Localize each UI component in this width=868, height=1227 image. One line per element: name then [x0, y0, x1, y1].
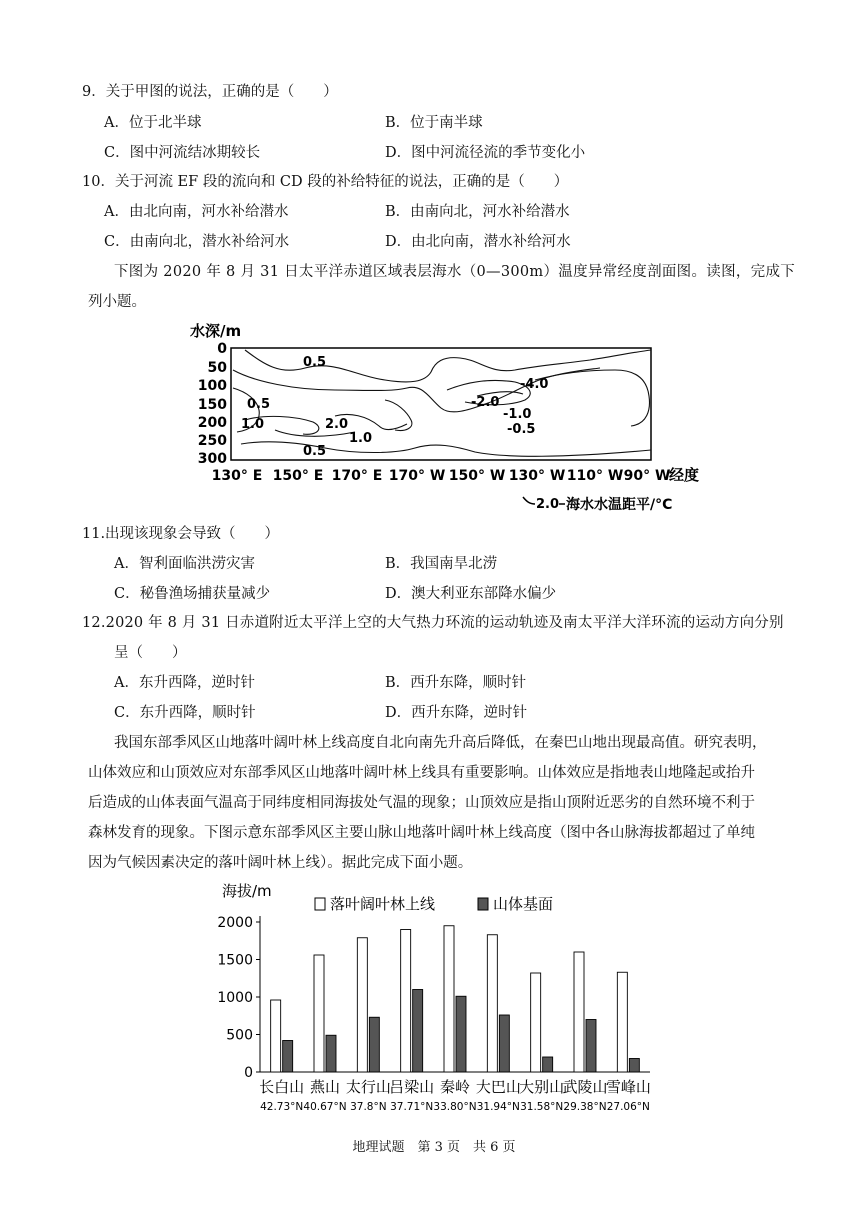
bar-upper-line: [444, 926, 454, 1072]
q11-option-c: C．秘鲁渔场捕获量减少: [114, 586, 271, 602]
bar-base: [543, 1057, 553, 1072]
bar-upper-line: [487, 935, 497, 1072]
latitude-label: 31.94°N: [476, 1101, 520, 1113]
latitude-label: 27.06°N: [606, 1101, 650, 1113]
q11-option-b: B．我国南旱北涝: [385, 556, 498, 572]
legend-label-upper: 落叶阔叶林上线: [330, 895, 436, 913]
latitude-label: 42.73°N: [260, 1101, 304, 1113]
intro2-line: 山体效应和山顶效应对东部季风区山地落叶阔叶林上线具有重要影响。山体效应是指地表山地隆起或抬升: [88, 765, 755, 781]
latitude-label: 33.80°N: [433, 1101, 477, 1113]
figure1-x-tick: 110° W: [566, 468, 624, 484]
page-footer: 地理试题 第 3 页 共 6 页: [352, 1140, 516, 1155]
bar-upper-line: [401, 930, 411, 1073]
legend-swatch-upper: [315, 898, 325, 910]
category-label: 大巴山: [475, 1078, 521, 1096]
chart-y-tick-label: 1000: [217, 990, 253, 1006]
figure1-y-title: 水深/m: [190, 322, 242, 340]
figure1-y-tick: 0: [217, 341, 227, 357]
q12-stem-line1: 12.2020 年 8 月 31 日赤道附近太平洋上空的大气热力环流的运动轨迹及南太平洋大洋环流的运动方向分别: [82, 615, 784, 631]
q11-option-d: D．澳大利亚东部降水偏少: [385, 586, 557, 602]
figure1-x-tick: 170° W: [388, 468, 446, 484]
q12-option-b: B．西升东降，顺时针: [385, 675, 527, 691]
figure1-x-tick: 170° E: [331, 468, 383, 484]
contour-label: 2.0: [325, 417, 349, 432]
intro1-line2: 列小题。: [88, 294, 146, 310]
category-label: 吕梁山: [389, 1078, 435, 1096]
bar-upper-line: [531, 973, 541, 1072]
contour-label: 0.5: [303, 444, 327, 459]
latitude-label: 40.67°N: [303, 1101, 347, 1113]
figure1-y-tick: 150: [197, 397, 227, 413]
q10-option-b: B．由南向北，河水补给潜水: [385, 204, 570, 220]
contour-label: -1.0: [503, 407, 532, 422]
legend-line-icon: [523, 497, 535, 504]
latitude-label: 29.38°N: [563, 1101, 607, 1113]
contour-label: 0.5: [247, 397, 271, 412]
contour-label: -2.0: [471, 395, 500, 410]
figure1-x-tick: 150° E: [272, 468, 324, 484]
bar-base: [586, 1020, 596, 1073]
contour-label: -0.5: [507, 422, 536, 437]
bar-upper-line: [314, 955, 324, 1072]
q9-option-b: B．位于南半球: [385, 115, 483, 131]
chart-y-tick-label: 1500: [217, 952, 253, 969]
intro2-line: 我国东部季风区山地落叶阔叶林上线高度自北向南先升高后降低，在秦巴山地出现最高值。研究表明，: [114, 735, 767, 751]
q12-option-c: C．东升西降，顺时针: [114, 705, 256, 721]
bar-base: [369, 1017, 379, 1072]
q10-option-d: D．由北向南，潜水补给河水: [385, 234, 571, 250]
category-label: 秦岭: [439, 1078, 471, 1096]
legend-swatch-base: [478, 898, 488, 910]
bar-upper-line: [617, 972, 627, 1072]
latitude-label: 37.71°N: [390, 1101, 434, 1113]
bar-upper-line: [574, 952, 584, 1072]
figure1-x-tick: 150° W: [448, 468, 506, 484]
latitude-label: 37.8°N: [350, 1101, 387, 1113]
q12-option-d: D．西升东降，逆时针: [385, 705, 528, 721]
legend-value: 2.0: [536, 497, 560, 512]
q10-option-c: C．由南向北，潜水补给河水: [104, 234, 290, 250]
intro1-line1: 下图为 2020 年 8 月 31 日太平洋赤道区域表层海水（0—300m）温度异常经度剖面图。读图，完成下: [114, 264, 796, 280]
figure1-y-tick: 50: [207, 360, 227, 376]
figure1-x-tick: 90° W: [623, 468, 671, 484]
chart-y-tick-label: 0: [244, 1065, 253, 1081]
contour-label: -4.0: [520, 377, 549, 392]
chart-y-title: 海拔/m: [222, 882, 272, 900]
category-label: 大别山: [519, 1078, 565, 1096]
chart-y-tick-label: 500: [226, 1027, 253, 1044]
q12-stem-line2: 呈（ ）: [114, 645, 187, 661]
bar-base: [499, 1015, 509, 1072]
category-label: 燕山: [309, 1078, 341, 1096]
contour-label: 0.5: [303, 355, 327, 370]
q9-option-c: C．图中河流结冰期较长: [104, 145, 261, 161]
q10-option-a: A．由北向南，河水补给潜水: [104, 204, 289, 220]
forest-line-bar-chart: [210, 878, 670, 1118]
chart-y-tick-label: 2000: [217, 915, 253, 931]
latitude-label: 31.58°N: [520, 1101, 564, 1113]
contour-label: 1.0: [241, 417, 265, 432]
figure1-x-tick: 130° E: [211, 468, 263, 484]
q10-stem: 10．关于河流 EF 段的流向和 CD 段的补给特征的说法，正确的是（ ）: [82, 174, 569, 190]
bar-base: [456, 996, 466, 1072]
intro2-line: 森林发育的现象。下图示意东部季风区主要山脉山地落叶阔叶林上线高度（图中各山脉海拔都超过了单纯: [88, 825, 755, 841]
bar-base: [283, 1041, 293, 1073]
category-label: 雪峰山: [605, 1078, 651, 1096]
q9-stem: 9．关于甲图的说法，正确的是（ ）: [82, 84, 338, 100]
figure1-y-tick: 100: [197, 378, 227, 394]
contour-label: 1.0: [349, 431, 373, 446]
category-label: 太行山: [345, 1078, 391, 1096]
q11-option-a: A．智利面临洪涝灾害: [114, 556, 255, 572]
figure1-x-title: 经度: [669, 466, 700, 484]
intro2-line: 后造成的山体表面气温高于同纬度相同海拔处气温的现象；山顶效应是指山顶附近恶劣的自然环境不利于: [88, 795, 755, 811]
bar-upper-line: [271, 1000, 281, 1072]
figure1-y-tick: 250: [197, 433, 227, 449]
legend-text: 海水水温距平/°C: [566, 497, 673, 513]
figure1-x-tick: 130° W: [508, 468, 566, 484]
q11-stem: 11.出现该现象会导致（ ）: [82, 526, 280, 542]
figure1-y-tick: 300: [197, 451, 227, 467]
category-label: 长白山: [259, 1078, 305, 1096]
q9-option-a: A．位于北半球: [104, 115, 202, 131]
bar-base: [326, 1035, 336, 1072]
intro2-line: 因为气候因素决定的落叶阔叶林上线）。据此完成下面小题。: [88, 855, 473, 871]
q12-option-a: A．东升西降，逆时针: [114, 675, 255, 691]
q9-option-d: D．图中河流径流的季节变化小: [385, 145, 586, 161]
contour-lines: [233, 350, 651, 456]
bar-base: [629, 1059, 639, 1073]
bar-base: [413, 990, 423, 1073]
figure1-y-tick: 200: [197, 415, 227, 431]
sst-anomaly-figure: [185, 320, 705, 520]
bar-upper-line: [357, 938, 367, 1072]
category-label: 武陵山: [562, 1078, 608, 1096]
legend-label-base: 山体基面: [493, 895, 554, 913]
